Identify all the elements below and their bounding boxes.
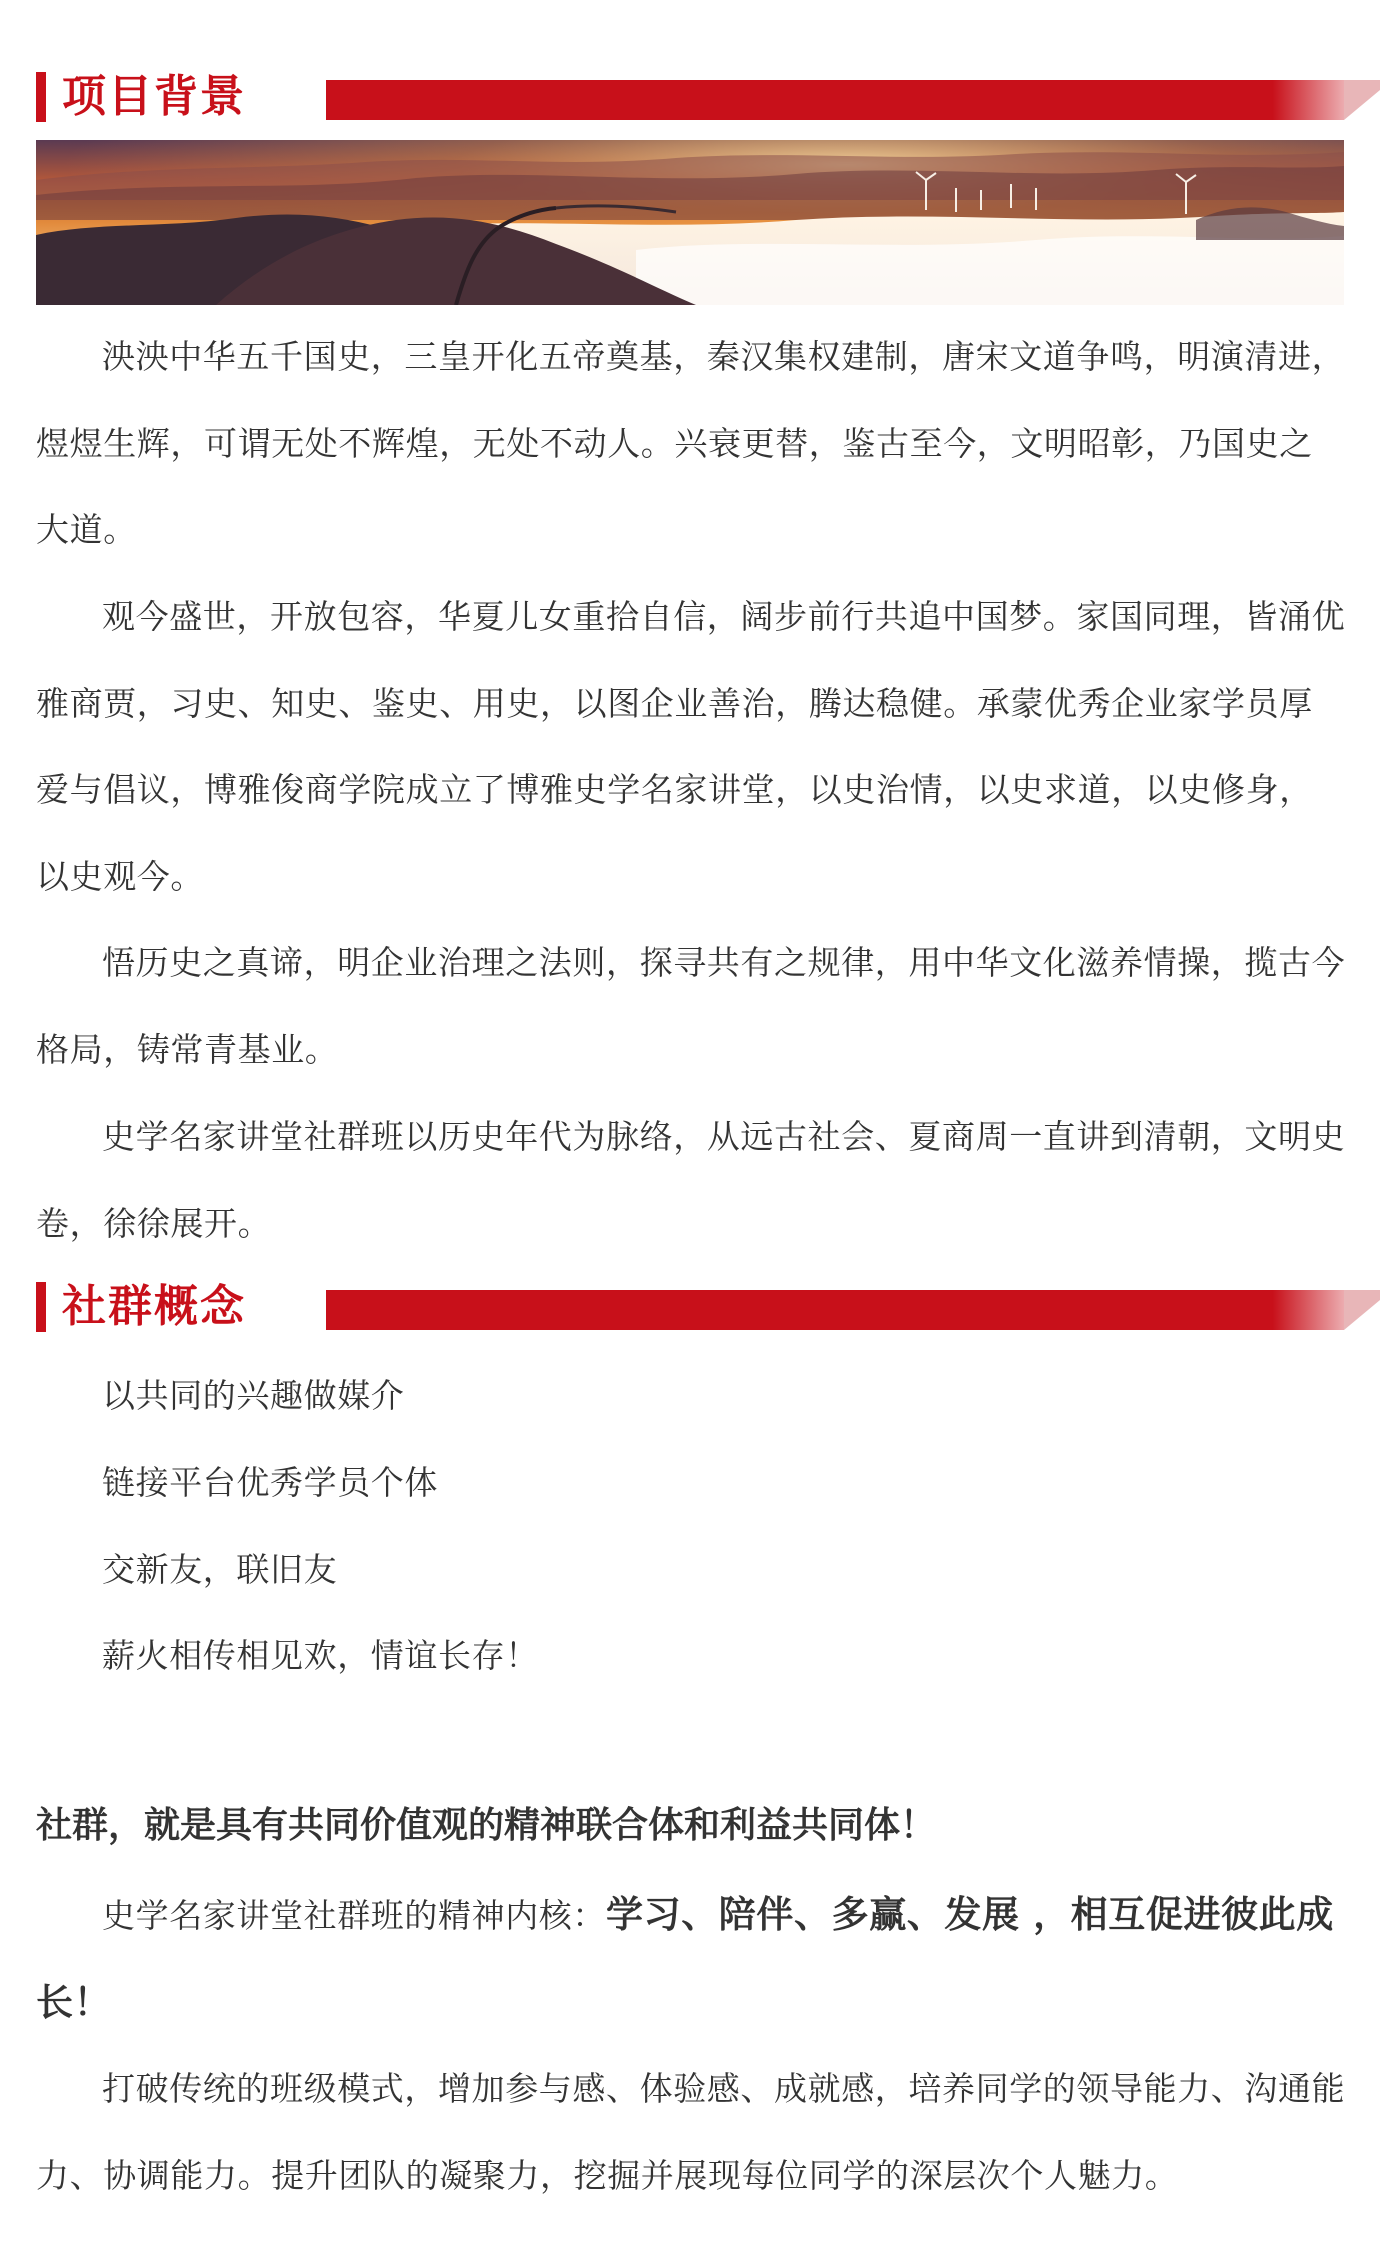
- background-paragraph-4: 史学名家讲堂社群班以历史年代为脉络，从远古社会、夏商周一直讲到清朝，文明史卷，徐徐展开。: [36, 1117, 1346, 1243]
- community-item-3: 交新友，联旧友: [102, 1550, 338, 1589]
- community-closing-paragraph: 打破传统的班级模式，增加参与感、体验感、成就感，培养同学的领导能力、沟通能力、协调能力。提升团队的凝聚力，挖掘并展现每位同学的深层次个人魅力。: [36, 2069, 1346, 2195]
- section-title-community: 社群概念: [62, 1281, 246, 1332]
- community-core-paragraph: [36, 1872, 1346, 2047]
- section-marker-bar: [36, 72, 46, 122]
- community-item-2: 链接平台优秀学员个体: [102, 1463, 438, 1502]
- community-definition: 社群，就是具有共同价值观的精神联合体和利益共同体！: [36, 1805, 937, 1846]
- background-paragraph-2: 观今盛世，开放包容，华夏儿女重拾自信，阔步前行共追中国梦。家国同理，皆涌优雅商贾，习史、知史、鉴史、用史，以图企业善治，腾达稳健。承蒙优秀企业家学员厚爱与倡议，博雅俊商学院成立了博雅史学名家讲堂，以史治情，以史求道，以史修身，以史观今。: [36, 597, 1346, 897]
- section-marker-bar: [36, 1282, 46, 1332]
- section-title-background: 项目背景: [62, 71, 246, 122]
- section-header-background: [36, 68, 1382, 126]
- core-prefix: 史学名家讲堂社群班的精神内核：: [102, 1896, 606, 1935]
- community-item-1: 以共同的兴趣做媒介: [102, 1376, 405, 1415]
- section-header-community: [36, 1278, 1382, 1336]
- section-title-band: [326, 1290, 1380, 1330]
- community-item-4: 薪火相传相见欢，情谊长存！: [102, 1636, 539, 1675]
- background-paragraph-3: 悟历史之真谛，明企业治理之法则，探寻共有之规律，用中华文化滋养情操，揽古今格局，铸常青基业。: [36, 943, 1346, 1069]
- background-paragraph-1: 泱泱中华五千国史，三皇开化五帝奠基，秦汉集权建制，唐宋文道争鸣，明演清进，煜煜生辉，可谓无处不辉煌，无处不动人。兴衰更替，鉴古至今，文明昭彰，乃国史之大道。: [36, 337, 1346, 550]
- great-wall-banner-image: [36, 140, 1344, 305]
- core-values: 学习、陪伴、多赢、发展 ，相互促进彼此成长！: [36, 1893, 1334, 2024]
- section-title-band: [326, 80, 1380, 120]
